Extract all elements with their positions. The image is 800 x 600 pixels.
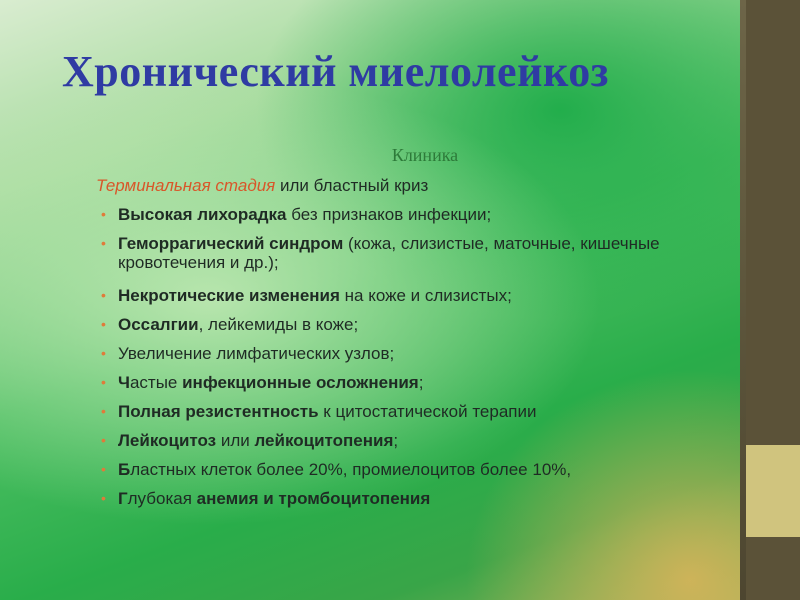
item-text-bold: Полная резистентность bbox=[118, 402, 319, 421]
item-text: на коже и слизистых; bbox=[339, 286, 512, 305]
bullet-list bbox=[96, 205, 726, 518]
item-text-bold: Ч bbox=[118, 373, 130, 392]
bullet-icon: • bbox=[101, 316, 106, 332]
list-item bbox=[96, 402, 726, 421]
bullet-icon: • bbox=[101, 432, 106, 448]
item-text-bold: Геморрагический синдром bbox=[118, 234, 344, 253]
item-text: (кожа, слизистые, маточные, кишечные кровотечения и др.); bbox=[118, 234, 660, 272]
sidebar-band-bottom bbox=[740, 537, 800, 600]
intro-highlight: Терминальная стадия bbox=[96, 176, 276, 195]
bullet-icon: • bbox=[101, 287, 106, 303]
item-text-bold: Некротические изменения bbox=[118, 286, 340, 305]
bullet-icon: • bbox=[101, 461, 106, 477]
item-text: к цитостатической терапии bbox=[318, 402, 537, 421]
slide-title: Хронический миелолейкоз bbox=[62, 47, 609, 96]
list-item bbox=[96, 489, 726, 508]
slide-subtitle: Клиника bbox=[391, 145, 459, 165]
list-item bbox=[96, 431, 726, 450]
bullet-icon: • bbox=[101, 403, 106, 419]
item-text-bold: Г bbox=[118, 489, 128, 508]
item-text-bold: анемия и тромбоцитопения bbox=[196, 489, 431, 508]
item-text-bold: Оссалгии bbox=[118, 315, 199, 334]
item-text: ; bbox=[418, 373, 424, 392]
bullet-icon: • bbox=[101, 374, 106, 390]
item-text: или bbox=[216, 431, 255, 450]
item-text: лубокая bbox=[127, 489, 197, 508]
item-text-bold: Высокая лихорадка bbox=[118, 205, 287, 224]
sidebar-band-top bbox=[740, 0, 800, 445]
item-text: , лейкемиды в коже; bbox=[198, 315, 359, 334]
item-text: Увеличение лимфатических узлов; bbox=[118, 344, 395, 363]
item-text-bold: инфекционные осложнения bbox=[182, 373, 419, 392]
list-item bbox=[96, 373, 726, 392]
intro-rest: или бластный криз bbox=[275, 176, 429, 195]
intro-line bbox=[96, 176, 428, 196]
item-text: без признаков инфекции; bbox=[286, 205, 492, 224]
item-text: астые bbox=[129, 373, 183, 392]
list-item bbox=[96, 286, 726, 305]
list-item bbox=[96, 315, 726, 334]
item-text-bold: Лейкоцитоз bbox=[118, 431, 217, 450]
bullet-icon: • bbox=[101, 490, 106, 506]
bullet-icon: • bbox=[101, 235, 106, 251]
item-text-bold: Б bbox=[118, 460, 131, 479]
bullet-icon: • bbox=[101, 345, 106, 361]
list-item bbox=[96, 234, 726, 272]
sidebar-edge bbox=[740, 0, 746, 600]
item-text-bold: лейкоцитопения bbox=[254, 431, 394, 450]
item-text: ластных клеток более 20%, промиелоцитов более 10%, bbox=[130, 460, 572, 479]
list-item bbox=[96, 460, 726, 479]
list-item bbox=[96, 205, 726, 224]
item-text: ; bbox=[393, 431, 399, 450]
bullet-icon: • bbox=[101, 206, 106, 222]
sidebar-band-accent bbox=[740, 445, 800, 537]
list-item bbox=[96, 344, 726, 363]
decorative-sidebar bbox=[740, 0, 800, 600]
